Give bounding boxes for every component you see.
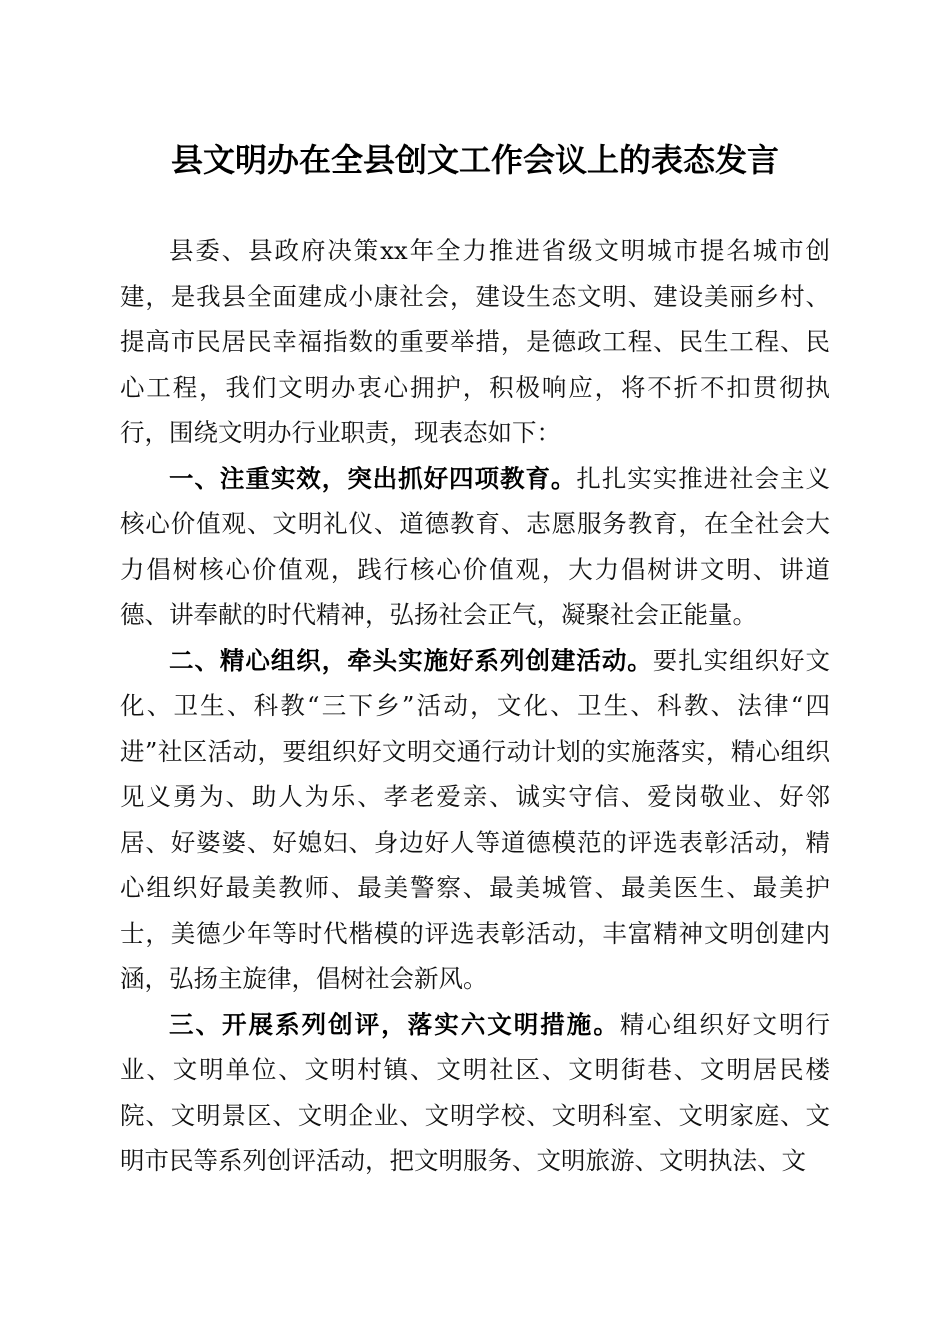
paragraph-lead: 二、精心组织，牵头实施好系列创建活动。 bbox=[169, 645, 653, 675]
document-body bbox=[120, 228, 830, 1184]
paragraph-text: 精心组织好文明行业、文明单位、文明村镇、文明社区、文明街巷、文明居民楼院、文明景区、文明企业、文明学校、文明科室、文明家庭、文明市民等系列创评活动，把文明服务、文明旅游、文明执法、文 bbox=[120, 1009, 831, 1175]
paragraph-section-3 bbox=[120, 1002, 830, 1184]
paragraph-intro bbox=[120, 228, 830, 456]
page-title: 县文明办在全县创文工作会议上的表态发言 bbox=[170, 141, 779, 179]
paragraph-lead: 一、注重实效，突出抓好四项教育。 bbox=[169, 463, 577, 493]
paragraph-text: 要扎实组织好文化、卫生、科教“三下乡”活动，文化、卫生、科教、法律“四进”社区活动，要组织好文明交通行动计划的实施落实，精心组织见义勇为、助人为乐、孝老爱亲、诚实守信、爱岗敬业、好邻居、好婆婆、好媳妇、身边好人等道德模范的评选表彰活动，精心组织好最美教师、最美警察、最美城管、最美医生、最美护士，美德少年等时代楷模的评选表彰活动，丰富精神文明创建内涵，弘扬主旋律，倡树社会新风。 bbox=[120, 645, 831, 993]
paragraph-section-2 bbox=[120, 638, 830, 1002]
paragraph-section-1 bbox=[120, 456, 830, 638]
paragraph-lead: 三、开展系列创评，落实六文明措施。 bbox=[169, 1009, 620, 1039]
paragraph-text: 县委、县政府决策xx年全力推进省级文明城市提名城市创建，是我县全面建成小康社会，建设生态文明、建设美丽乡村、提高市民居民幸福指数的重要举措，是德政工程、民生工程、民心工程，我们文明办衷心拥护，积极响应，将不折不扣贯彻执行，围绕文明办行业职责，现表态如下： bbox=[120, 236, 830, 447]
paragraph-text: 扎扎实实推进社会主义核心价值观、文明礼仪、道德教育、志愿服务教育，在全社会大力倡树核心价值观，践行核心价值观，大力倡树讲文明、讲道德、讲奉献的时代精神，弘扬社会正气，凝聚社会正能量。 bbox=[120, 463, 830, 629]
